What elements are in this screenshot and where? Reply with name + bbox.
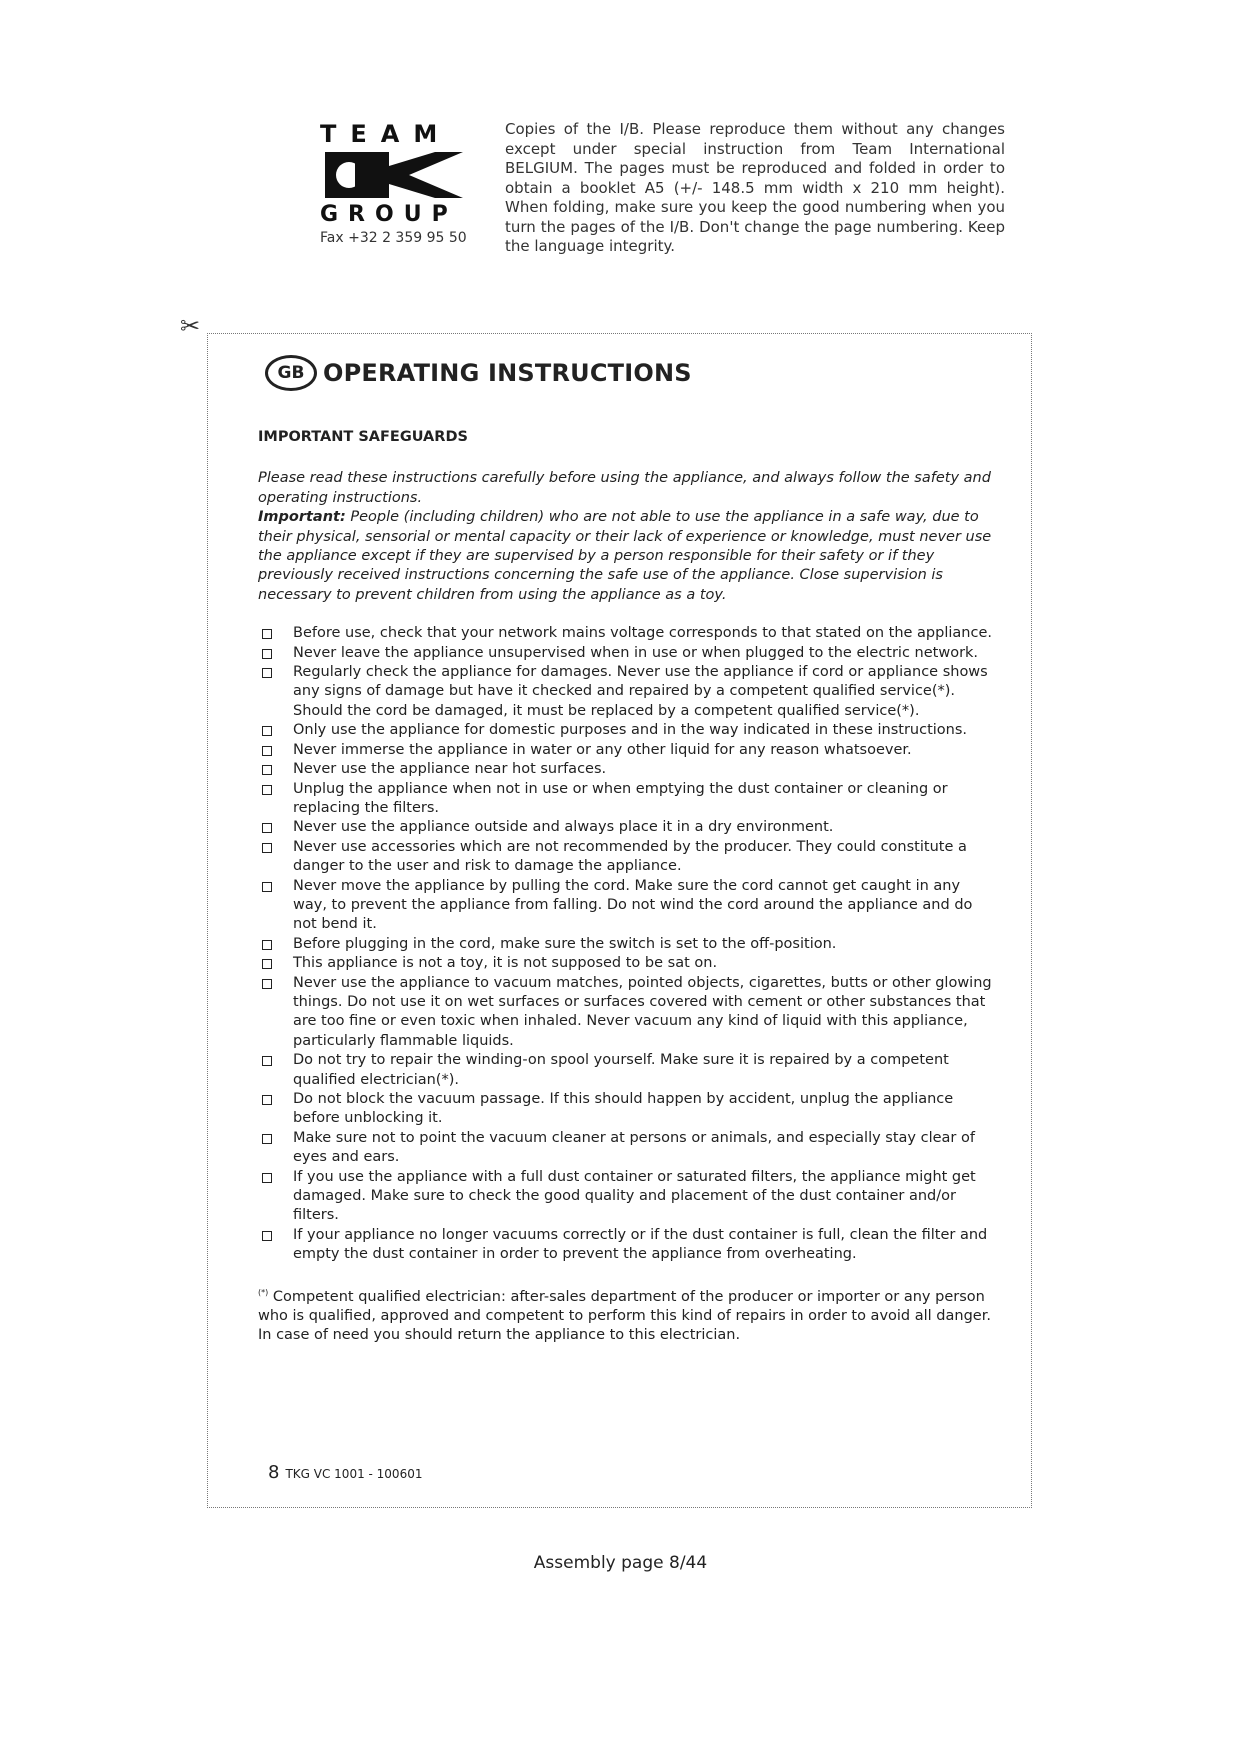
- page-number: 8: [268, 1462, 280, 1483]
- section-heading: IMPORTANT SAFEGUARDS: [258, 429, 468, 445]
- checkbox-bullet-icon: [262, 959, 272, 969]
- list-item-text: Never immerse the appliance in water or any other liquid for any reason whatsoever.: [293, 741, 912, 758]
- list-item-text: Never use the appliance to vacuum matches, pointed objects, cigarettes, butts or other glowing things. Do not use it on wet surfaces or surfaces covered with cement or other substances that are too fine or even toxic when inhaled. Never vacuum any kind of liquid with this appliance, particularly flammable liquids.: [293, 974, 992, 1049]
- model-reference: TKG VC 1001 - 100601: [285, 1467, 423, 1481]
- list-item: [258, 624, 993, 643]
- list-item-text: Before plugging in the cord, make sure the switch is set to the off-position.: [293, 935, 837, 952]
- important-label: Important:: [258, 509, 346, 526]
- checkbox-bullet-icon: [262, 979, 272, 989]
- footnote-text: Competent qualified electrician: after-sales department of the producer or importer or any person who is qualified, approved and competent to perform this kind of repairs in order to avoid all danger. In case of need you should return the appliance to this electrician.: [258, 1288, 991, 1344]
- document-header: [320, 120, 1010, 270]
- gb-language-badge: GB: [265, 355, 317, 391]
- checkbox-bullet-icon: [262, 843, 272, 853]
- list-item: [258, 935, 993, 954]
- title-text: OPERATING INSTRUCTIONS: [323, 359, 692, 387]
- checkbox-bullet-icon: [262, 1056, 272, 1066]
- checkbox-bullet-icon: [262, 1231, 272, 1241]
- checkbox-bullet-icon: [262, 1095, 272, 1105]
- list-item-text: Do not block the vacuum passage. If this should happen by accident, unplug the appliance before unblocking it.: [293, 1091, 954, 1127]
- page-title: [265, 355, 692, 391]
- checkbox-bullet-icon: [262, 882, 272, 892]
- footnote: [258, 1283, 993, 1346]
- list-item: [258, 741, 993, 760]
- list-item-text: Only use the appliance for domestic purposes and in the way indicated in these instructions.: [293, 722, 968, 739]
- list-item: [258, 838, 993, 877]
- checkbox-bullet-icon: [262, 629, 272, 639]
- checkbox-bullet-icon: [262, 726, 272, 736]
- list-item: [258, 974, 993, 1052]
- list-item: [258, 1168, 993, 1226]
- list-item: [258, 780, 993, 819]
- intro-paragraph: [258, 469, 993, 605]
- list-item: [258, 721, 993, 740]
- intro-line: Please read these instructions carefully before using the appliance, and always follow the safety and operating instructions.: [258, 470, 991, 506]
- logo-bottom-text: GROUP: [320, 202, 458, 227]
- list-item-text: If your appliance no longer vacuums correctly or if the dust container is full, clean the filter and empty the dust container in order to prevent the appliance from overheating.: [293, 1226, 988, 1263]
- list-item: [258, 644, 993, 663]
- list-item-text: Before use, check that your network mains voltage corresponds to that stated on the appliance.: [293, 625, 992, 642]
- checkbox-bullet-icon: [262, 649, 272, 659]
- checkbox-bullet-icon: [262, 1134, 272, 1144]
- fax-number: Fax +32 2 359 95 50: [320, 230, 467, 246]
- checkbox-bullet-icon: [262, 823, 272, 833]
- footnote-marker: (*): [258, 1287, 269, 1297]
- page-footer: [268, 1462, 422, 1483]
- list-item-text: Unplug the appliance when not in use or when emptying the dust container or cleaning or replacing the filters.: [293, 780, 948, 816]
- list-item-text: Make sure not to point the vacuum cleaner at persons or animals, and especially stay clear of eyes and ears.: [293, 1129, 975, 1166]
- list-item-text: Never move the appliance by pulling the cord. Make sure the cord cannot get caught in any way, to prevent the appliance from falling. Do not wind the cord around the appliance and do not bend it.: [293, 877, 973, 933]
- list-item: [258, 877, 993, 935]
- list-item: [258, 663, 993, 721]
- logo-top-text: TEAM: [320, 120, 452, 148]
- list-item-text: Regularly check the appliance for damages. Never use the appliance if cord or appliance shows any signs of damage but have it checked and repaired by a competent qualified service(*). Should the cord be damaged, it must be replaced by a competent qualified service(*).: [293, 664, 988, 719]
- team-group-logo: [320, 120, 470, 228]
- list-item-text: If you use the appliance with a full dust container or saturated filters, the appliance might get damaged. Make sure to check the good quality and placement of the dust container and/or filters.: [293, 1168, 976, 1224]
- list-item: [258, 1226, 993, 1265]
- checkbox-bullet-icon: [262, 940, 272, 950]
- checkbox-bullet-icon: [262, 746, 272, 756]
- safeguards-list: [258, 624, 993, 1264]
- list-item: [258, 1051, 993, 1090]
- checkbox-bullet-icon: [262, 668, 272, 678]
- list-item: [258, 818, 993, 837]
- checkbox-bullet-icon: [262, 765, 272, 775]
- list-item: [258, 1129, 993, 1168]
- reproduction-note: Copies of the I/B. Please reproduce them without any changes except under special instruction from Team International BELGIUM. The pages must be reproduced and folded in order to obtain a booklet A5 (+/- 148.5 mm width x 210 mm height). When folding, make sure you keep the good numbering when you turn the pages of the I/B. Don't change the page numbering. Keep the language integrity.: [505, 120, 1005, 255]
- list-item: [258, 1090, 993, 1129]
- list-item-text: Never leave the appliance unsupervised when in use or when plugged to the electric network.: [293, 644, 979, 661]
- list-item-text: Never use the appliance near hot surfaces.: [293, 761, 607, 778]
- k-logo-icon: [325, 152, 465, 198]
- checkbox-bullet-icon: [262, 1173, 272, 1183]
- list-item-text: Do not try to repair the winding-on spool yourself. Make sure it is repaired by a competent qualified electrician(*).: [293, 1052, 949, 1088]
- list-item: [258, 760, 993, 779]
- scissors-icon: ✂: [180, 312, 201, 340]
- instructions-body: [258, 428, 993, 1346]
- list-item-text: Never use accessories which are not recommended by the producer. They could constitute a danger to the user and risk to damage the appliance.: [293, 838, 967, 875]
- checkbox-bullet-icon: [262, 785, 272, 795]
- important-text: People (including children) who are not able to use the appliance in a safe way, due to their physical, sensorial or mental capacity or their lack of experience or knowledge, must never use the appliance except if they are supervised by a person responsible for their safety or if they previously received instructions concerning the safe use of the appliance. Close supervision is necessary to prevent children from using the appliance as a toy.: [258, 509, 992, 603]
- list-item: [258, 954, 993, 973]
- list-item-text: This appliance is not a toy, it is not supposed to be sat on.: [293, 955, 718, 972]
- assembly-page-label: Assembly page 8/44: [533, 1553, 708, 1573]
- list-item-text: Never use the appliance outside and always place it in a dry environment.: [293, 819, 834, 836]
